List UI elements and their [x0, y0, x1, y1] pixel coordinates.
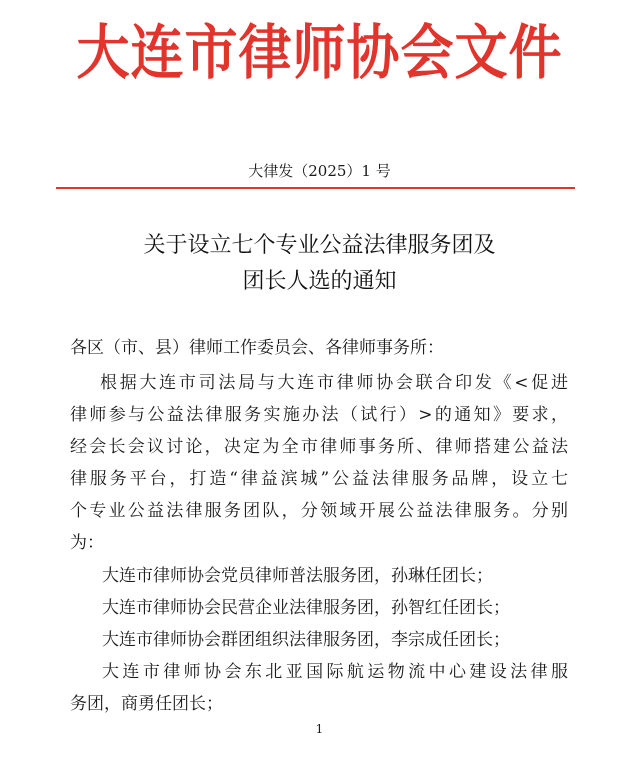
paragraph-line: 经会长会议讨论，决定为全市律师事务所、律师搭建公益法 [70, 437, 568, 457]
paragraph-line: 根据大连市司法局与大连市律师协会联合印发《<促进 [100, 373, 568, 393]
paragraph-line: 个专业公益法律服务团队，分领域开展公益法律服务。分别 [70, 501, 568, 521]
paragraph-line: 律服务平台，打造“律益滨城”公益法律服务品牌，设立七 [70, 469, 568, 489]
list-item: 大连市律师协会党员律师普法服务团，孙琳任团长； [102, 566, 493, 586]
list-item: 务团，商勇任团长； [70, 694, 223, 714]
paragraph-line: 为： [70, 533, 104, 553]
page-number: 1 [315, 722, 324, 736]
salutation: 各区（市、县）律师工作委员会、各律师事务所： [70, 338, 444, 358]
paragraph-line: 律师参与公益法律服务实施办法（试行）>的通知》要求， [70, 405, 568, 425]
list-item: 大连市律师协会群团组织法律服务团，李宗成任团长； [102, 630, 510, 650]
notice-title-line-1: 关于设立七个专业公益法律服务团及 [143, 233, 496, 258]
document-header-title: 大连市律师协会文件 [76, 19, 563, 88]
list-item: 大连市律师协会东北亚国际航运物流中心建设法律服 [102, 662, 568, 682]
list-item: 大连市律师协会民营企业法律服务团，孙智红任团长； [102, 598, 510, 618]
document-number: 大律发（2025）1 号 [248, 162, 391, 180]
notice-title-line-2: 团长人选的通知 [242, 269, 397, 294]
red-divider-line [56, 187, 575, 189]
